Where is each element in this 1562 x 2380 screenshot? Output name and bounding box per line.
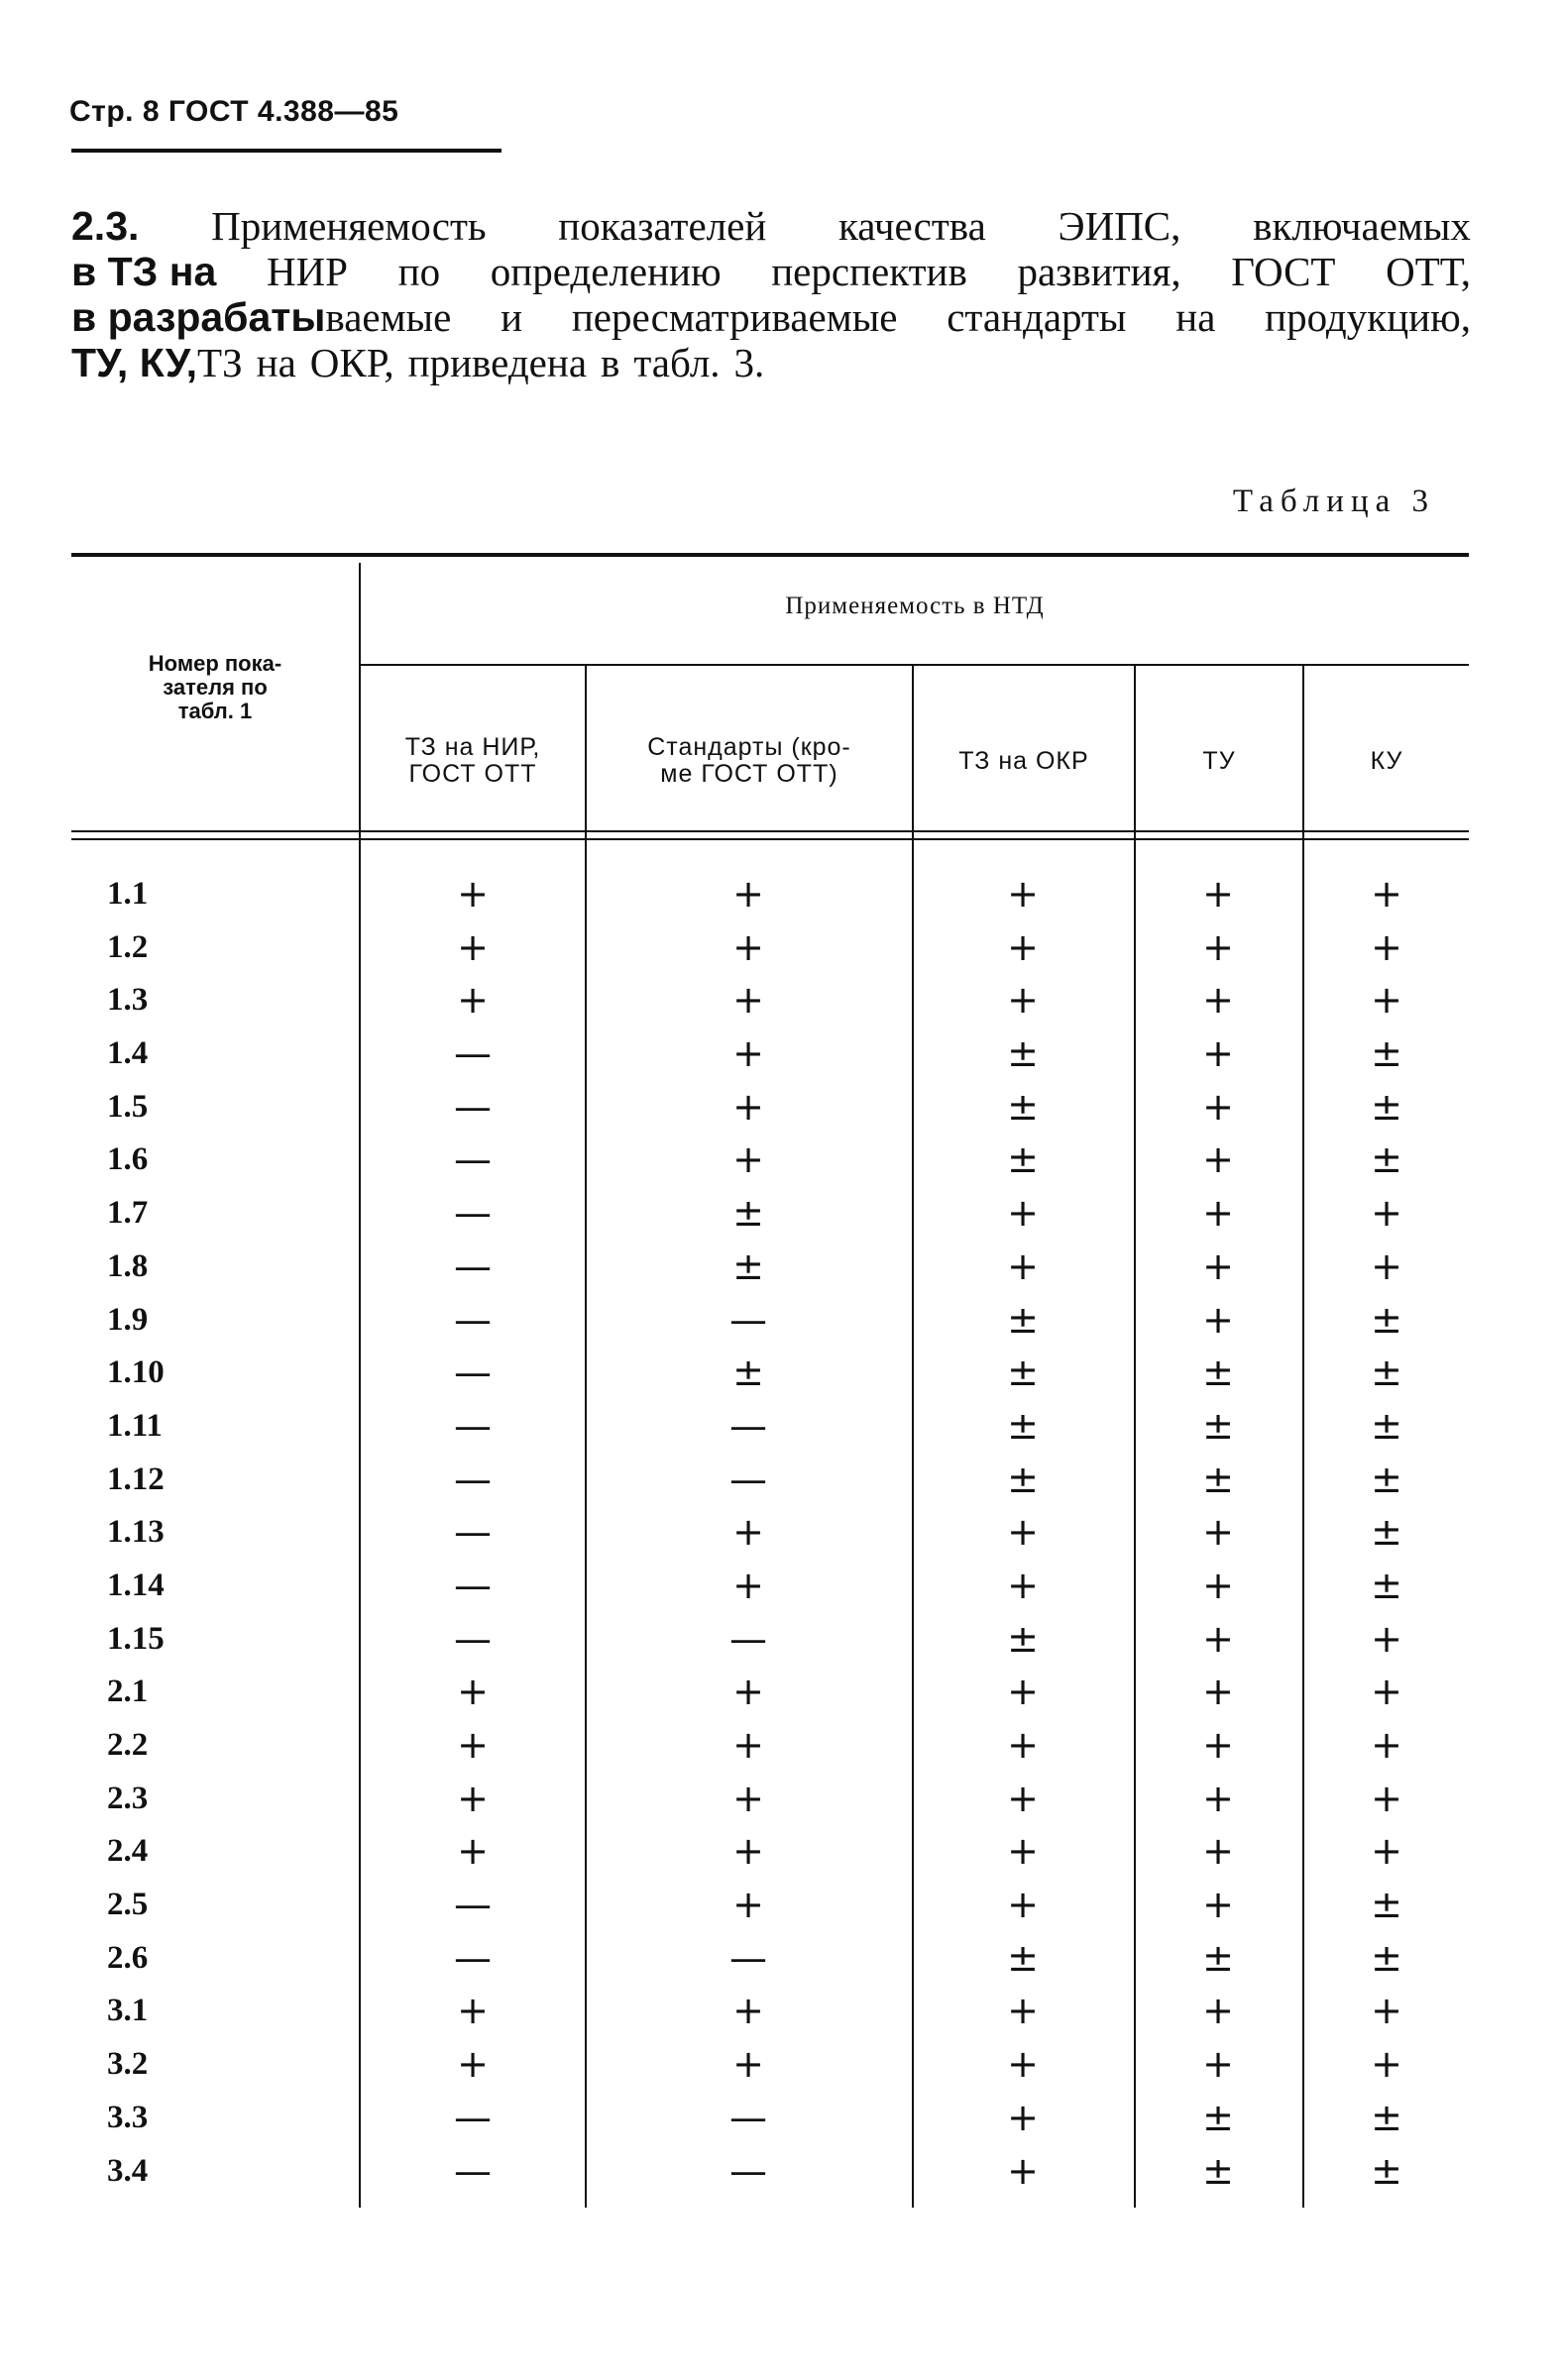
table-cell: + bbox=[1007, 872, 1039, 916]
table-row bbox=[71, 1454, 1469, 1507]
table-cell: — bbox=[454, 1244, 492, 1288]
row-number: 1.4 bbox=[107, 1035, 149, 1072]
paragraph-word: 3. bbox=[733, 340, 765, 385]
column-header-tz-okr bbox=[914, 702, 1134, 820]
table-cell: ± bbox=[732, 1191, 764, 1236]
table-cell: + bbox=[732, 1989, 764, 2033]
table-cell: + bbox=[1202, 1510, 1234, 1555]
table-row bbox=[71, 2145, 1469, 2199]
table-row bbox=[71, 1081, 1469, 1135]
table-cell: — bbox=[454, 1191, 492, 1236]
table-cell: + bbox=[732, 1031, 764, 1076]
paragraph-word-bold: в разрабаты bbox=[71, 294, 326, 340]
paragraph-word: в bbox=[601, 340, 620, 385]
table-cell: + bbox=[1371, 1244, 1402, 1288]
table-cell: ± bbox=[1007, 1351, 1039, 1395]
row-number: 2.3 bbox=[107, 1780, 149, 1816]
table-cell: + bbox=[732, 1670, 764, 1714]
row-number: 2.2 bbox=[107, 1727, 149, 1763]
table-row bbox=[71, 1134, 1469, 1187]
table-cell: + bbox=[1007, 1563, 1039, 1607]
table-cell: — bbox=[729, 1935, 767, 1980]
table-cell: — bbox=[454, 1457, 492, 1501]
paragraph-word: Применяемость bbox=[211, 203, 487, 249]
table-cell: + bbox=[732, 1883, 764, 1927]
table-cell: ± bbox=[1371, 2095, 1402, 2139]
table-cell: + bbox=[732, 1829, 764, 1874]
table-cell: + bbox=[1371, 1670, 1402, 1714]
column-header-line: ТУ bbox=[1202, 746, 1236, 775]
table-cell: ± bbox=[1007, 1031, 1039, 1076]
table-cell: — bbox=[454, 1563, 492, 1607]
paragraph-word: на bbox=[1175, 294, 1216, 340]
paragraph-word: ГОСТ bbox=[1231, 249, 1336, 294]
table-cell: — bbox=[454, 1616, 492, 1661]
paragraph-word: табл. bbox=[633, 340, 721, 385]
table-cell: + bbox=[1007, 924, 1039, 969]
table-cell: + bbox=[1007, 1510, 1039, 1555]
paragraph-word: стандарты bbox=[947, 294, 1127, 340]
row-number: 3.4 bbox=[107, 2152, 149, 2189]
table-cell: ± bbox=[1202, 2148, 1234, 2193]
table-cell: + bbox=[1202, 1244, 1234, 1288]
table-row bbox=[71, 1187, 1469, 1241]
table-cell: + bbox=[732, 1723, 764, 1767]
table-cell: + bbox=[1007, 1191, 1039, 1236]
paragraph-line bbox=[71, 294, 1471, 340]
table-cell: + bbox=[1007, 1989, 1039, 2033]
paragraph-word: качества bbox=[837, 203, 986, 249]
table-caption: Таблица 3 bbox=[1232, 484, 1435, 519]
table-cell: + bbox=[1202, 1191, 1234, 1236]
row-number: 1.12 bbox=[107, 1460, 165, 1497]
table-row bbox=[71, 921, 1469, 975]
table-cell: — bbox=[729, 1616, 767, 1661]
paragraph-line bbox=[71, 249, 1471, 294]
table-cell: + bbox=[732, 872, 764, 916]
row-number: 1.14 bbox=[107, 1567, 165, 1603]
table-cell: + bbox=[457, 1989, 489, 2033]
table-cell: — bbox=[729, 2095, 767, 2139]
table-cell: + bbox=[732, 1776, 764, 1820]
table-cell: ± bbox=[1007, 1457, 1039, 1501]
table-cell: ± bbox=[1371, 1403, 1402, 1448]
paragraph-word: ваемые bbox=[325, 294, 452, 340]
table-row bbox=[71, 2092, 1469, 2145]
table-row bbox=[71, 2038, 1469, 2092]
column-header-line: ГОСТ ОТТ bbox=[408, 760, 537, 788]
table-cell: ± bbox=[1007, 1403, 1039, 1448]
table-row bbox=[71, 1506, 1469, 1560]
table-cell: + bbox=[1007, 2148, 1039, 2193]
table-row bbox=[71, 1241, 1469, 1294]
table-cell: + bbox=[1202, 1616, 1234, 1661]
table-cell: ± bbox=[1371, 1883, 1402, 1927]
row-number: 2.5 bbox=[107, 1887, 149, 1923]
table-cell: + bbox=[1202, 978, 1234, 1023]
table-cell: ± bbox=[1371, 1510, 1402, 1555]
paragraph-word: включаемых bbox=[1253, 203, 1471, 249]
table-row bbox=[71, 1560, 1469, 1613]
table-cell: + bbox=[1371, 1191, 1402, 1236]
table-cell: ± bbox=[1007, 1616, 1039, 1661]
paragraph-word: в ТЗ на bbox=[71, 249, 217, 294]
table-cell: + bbox=[732, 1563, 764, 1607]
table-cell: + bbox=[1202, 1883, 1234, 1927]
table-cell: + bbox=[457, 2042, 489, 2087]
table-cell: ± bbox=[1371, 2148, 1402, 2193]
table-cell: + bbox=[1202, 1829, 1234, 1874]
paragraph-word-group bbox=[71, 294, 451, 340]
table-body bbox=[71, 868, 1469, 2198]
table-cell: — bbox=[729, 2148, 767, 2193]
table-cell: + bbox=[1371, 1829, 1402, 1874]
table-cell: + bbox=[1371, 924, 1402, 969]
table-cell: + bbox=[1202, 1031, 1234, 1076]
table-cell: — bbox=[454, 1031, 492, 1076]
column-header-line: ТЗ на НИР, bbox=[404, 733, 541, 761]
table-cell: ± bbox=[1371, 1297, 1402, 1342]
table-cell: + bbox=[1202, 2042, 1234, 2087]
column-header-line: ме ГОСТ ОТТ) bbox=[660, 760, 838, 788]
paragraph-word: по bbox=[397, 249, 441, 294]
table-cell: + bbox=[732, 1510, 764, 1555]
table-cell: + bbox=[1371, 2042, 1402, 2087]
row-number: 1.8 bbox=[107, 1247, 149, 1284]
table-row bbox=[71, 1613, 1469, 1667]
column-header-tz-nir bbox=[361, 702, 585, 820]
paragraph-word: продукцию, bbox=[1265, 294, 1471, 340]
table-cell: + bbox=[1007, 1670, 1039, 1714]
paragraph-line bbox=[71, 340, 1471, 385]
row-number: 1.9 bbox=[107, 1301, 149, 1338]
table-cell: + bbox=[1371, 1723, 1402, 1767]
table-cell: + bbox=[1007, 1829, 1039, 1874]
row-number: 3.1 bbox=[107, 1993, 149, 2029]
paragraph-word: перспектив bbox=[771, 249, 967, 294]
table-cell: ± bbox=[732, 1244, 764, 1288]
paragraph-word: развития, bbox=[1017, 249, 1181, 294]
table-cell: + bbox=[732, 1084, 764, 1129]
column-header-line: ТЗ на ОКР bbox=[958, 746, 1089, 775]
paragraph-word: показателей bbox=[558, 203, 767, 249]
table-cell: ± bbox=[1202, 1935, 1234, 1980]
paragraph-word: на bbox=[256, 340, 296, 385]
table-cell: + bbox=[1371, 1616, 1402, 1661]
header-bottom-rule bbox=[71, 830, 1469, 840]
table-row bbox=[71, 1028, 1469, 1081]
table-cell: + bbox=[457, 978, 489, 1023]
table-cell: + bbox=[1202, 1670, 1234, 1714]
table-cell: + bbox=[1202, 1776, 1234, 1820]
stub-header bbox=[71, 652, 359, 723]
paragraph-word: ТУ, КУ, bbox=[71, 340, 198, 385]
column-header-line: Стандарты (кро- bbox=[647, 733, 851, 761]
table-row bbox=[71, 1985, 1469, 2038]
table-cell: + bbox=[732, 924, 764, 969]
paragraph-word: НИР bbox=[266, 249, 348, 294]
table-cell: + bbox=[1202, 1084, 1234, 1129]
table-cell: + bbox=[1007, 2042, 1039, 2087]
table-cell: — bbox=[454, 1883, 492, 1927]
table-cell: ± bbox=[1007, 1935, 1039, 1980]
table-cell: ± bbox=[1371, 1031, 1402, 1076]
paragraph-word: ЭИПС, bbox=[1058, 203, 1181, 249]
table-cell: + bbox=[1371, 978, 1402, 1023]
table-row bbox=[71, 1825, 1469, 1879]
table-cell: ± bbox=[1202, 1457, 1234, 1501]
table-cell: + bbox=[1202, 1137, 1234, 1182]
table-top-rule bbox=[71, 553, 1469, 557]
table-cell: ± bbox=[1371, 1351, 1402, 1395]
row-number: 2.4 bbox=[107, 1833, 149, 1870]
table-cell: ± bbox=[1007, 1137, 1039, 1182]
table-cell: + bbox=[457, 1776, 489, 1820]
table-cell: — bbox=[729, 1297, 767, 1342]
row-number: 1.13 bbox=[107, 1514, 165, 1551]
table-cell: + bbox=[1371, 872, 1402, 916]
row-number: 2.6 bbox=[107, 1939, 149, 1976]
table-cell: + bbox=[1202, 872, 1234, 916]
paragraph-word: и bbox=[501, 294, 523, 340]
table-row bbox=[71, 1400, 1469, 1454]
paragraph-word: пересматриваемые bbox=[571, 294, 898, 340]
table-cell: + bbox=[732, 978, 764, 1023]
table-cell: + bbox=[1202, 1989, 1234, 2033]
table-row bbox=[71, 1879, 1469, 1932]
table-cell: — bbox=[729, 1403, 767, 1448]
row-number: 3.2 bbox=[107, 2046, 149, 2083]
table-cell: ± bbox=[1371, 1084, 1402, 1129]
table-cell: ± bbox=[1202, 1403, 1234, 1448]
table-cell: — bbox=[454, 1351, 492, 1395]
table-cell: — bbox=[454, 2148, 492, 2193]
table-row bbox=[71, 1719, 1469, 1773]
section-paragraph bbox=[71, 203, 1471, 385]
stub-header-line: табл. 1 bbox=[177, 699, 253, 723]
column-header-ku bbox=[1304, 702, 1469, 820]
group-header: Применяемость в НТД bbox=[785, 593, 1045, 619]
table-cell: — bbox=[454, 1084, 492, 1129]
column-header-tu bbox=[1136, 702, 1302, 820]
table-row bbox=[71, 1347, 1469, 1400]
table-cell: ± bbox=[1007, 1084, 1039, 1129]
row-number: 1.1 bbox=[107, 876, 149, 912]
table-cell: ± bbox=[1371, 1563, 1402, 1607]
stub-header-line: Номер пока- bbox=[148, 651, 282, 676]
row-number: 1.15 bbox=[107, 1620, 165, 1657]
table-cell: + bbox=[1202, 1723, 1234, 1767]
header-rule bbox=[71, 149, 502, 153]
table-cell: + bbox=[457, 872, 489, 916]
table-row bbox=[71, 974, 1469, 1028]
column-header-standards bbox=[587, 702, 912, 820]
table-cell: ± bbox=[1202, 2095, 1234, 2139]
row-number: 1.3 bbox=[107, 982, 149, 1019]
paragraph-word: ТЗ bbox=[197, 340, 243, 385]
table-cell: — bbox=[454, 1297, 492, 1342]
table-cell: + bbox=[1202, 924, 1234, 969]
table-cell: + bbox=[457, 924, 489, 969]
table-cell: ± bbox=[1371, 1457, 1402, 1501]
table-cell: + bbox=[1007, 1883, 1039, 1927]
table-cell: + bbox=[1007, 1776, 1039, 1820]
table-row bbox=[71, 1666, 1469, 1719]
table-cell: + bbox=[1007, 1244, 1039, 1288]
row-number: 1.2 bbox=[107, 928, 149, 965]
table-cell: — bbox=[454, 1510, 492, 1555]
table-cell: + bbox=[457, 1723, 489, 1767]
table-cell: + bbox=[457, 1829, 489, 1874]
page-header: Стр. 8 ГОСТ 4.388—85 bbox=[69, 95, 399, 128]
row-number: 1.7 bbox=[107, 1195, 149, 1232]
table-row bbox=[71, 1932, 1469, 1986]
table-cell: — bbox=[454, 1935, 492, 1980]
table-row bbox=[71, 868, 1469, 921]
table-cell: + bbox=[1202, 1297, 1234, 1342]
paragraph-word: определению bbox=[490, 249, 722, 294]
table-cell: ± bbox=[732, 1351, 764, 1395]
table-row bbox=[71, 1294, 1469, 1348]
table-cell: — bbox=[454, 1137, 492, 1182]
table-cell: + bbox=[1007, 2095, 1039, 2139]
table-cell: ± bbox=[1202, 1351, 1234, 1395]
row-number: 1.5 bbox=[107, 1088, 149, 1125]
table-cell: ± bbox=[1007, 1297, 1039, 1342]
row-number: 3.3 bbox=[107, 2099, 149, 2135]
paragraph-line bbox=[71, 203, 1471, 249]
table-cell: + bbox=[1007, 978, 1039, 1023]
table-cell: ± bbox=[1371, 1137, 1402, 1182]
stub-header-line: зателя по bbox=[163, 675, 268, 700]
paragraph-word: приведена bbox=[407, 340, 588, 385]
table-cell: + bbox=[457, 1670, 489, 1714]
table-cell: + bbox=[732, 1137, 764, 1182]
table-cell: + bbox=[1202, 1563, 1234, 1607]
table-cell: + bbox=[1007, 1723, 1039, 1767]
table-cell: — bbox=[454, 1403, 492, 1448]
column-header-line: КУ bbox=[1370, 746, 1403, 775]
table-cell: + bbox=[1371, 1989, 1402, 2033]
row-number: 2.1 bbox=[107, 1674, 149, 1710]
table-cell: ± bbox=[1371, 1935, 1402, 1980]
table-cell: + bbox=[1371, 1776, 1402, 1820]
table-cell: — bbox=[729, 1457, 767, 1501]
table-cell: + bbox=[732, 2042, 764, 2087]
paragraph-word: ОТТ, bbox=[1386, 249, 1471, 294]
row-number: 1.10 bbox=[107, 1354, 165, 1391]
table-row bbox=[71, 1773, 1469, 1826]
table-cell: — bbox=[454, 2095, 492, 2139]
paragraph-word: 2.3. bbox=[71, 203, 140, 249]
row-number: 1.11 bbox=[107, 1407, 163, 1444]
paragraph-word: ОКР, bbox=[309, 340, 394, 385]
row-number: 1.6 bbox=[107, 1141, 149, 1178]
